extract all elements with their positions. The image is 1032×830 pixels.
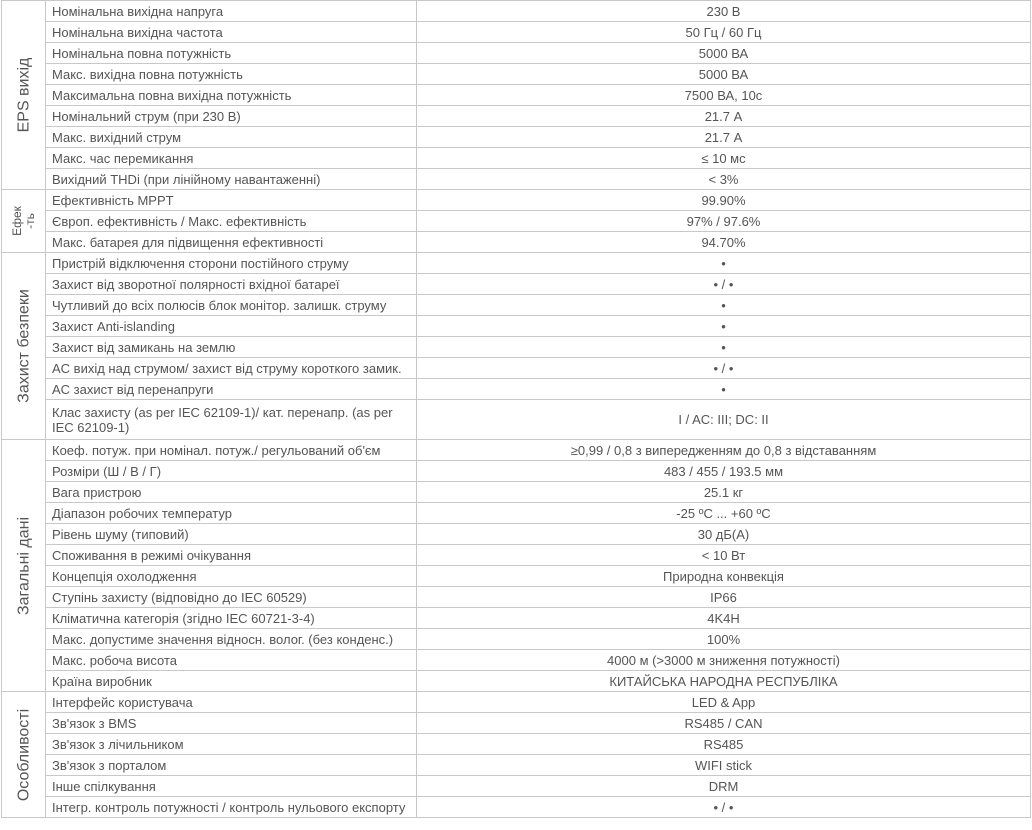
param-name: Інтерфейс користувача (46, 692, 417, 713)
param-value: 50 Гц / 60 Гц (417, 22, 1031, 43)
table-row (2, 190, 1031, 211)
param-name: Європ. ефективність / Макс. ефективність (46, 211, 417, 232)
param-name: Вага пристрою (46, 482, 417, 503)
param-value: • / • (417, 274, 1031, 295)
section-label: Ефек -ть (9, 206, 37, 236)
table-row (2, 671, 1031, 692)
param-value: КИТАЙСЬКА НАРОДНА РЕСПУБЛІКА (417, 671, 1031, 692)
table-row (2, 295, 1031, 316)
table-row (2, 148, 1031, 169)
param-name: Концепція охолодження (46, 566, 417, 587)
param-value: ≤ 10 мс (417, 148, 1031, 169)
param-value: 4000 м (>3000 м зниження потужності) (417, 650, 1031, 671)
table-row (2, 608, 1031, 629)
table-row (2, 755, 1031, 776)
table-row (2, 734, 1031, 755)
table-row (2, 85, 1031, 106)
table-row (2, 358, 1031, 379)
param-name: Макс. вихідна повна потужність (46, 64, 417, 85)
param-value: 94.70% (417, 232, 1031, 253)
section-label: Захист безпеки (15, 289, 32, 403)
spec-table (1, 0, 1031, 818)
param-value: ≥0,99 / 0,8 з випередженням до 0,8 з відставанням (417, 440, 1031, 461)
param-name: Макс. допустиме значення відносн. волог. (без конденс.) (46, 629, 417, 650)
table-row (2, 274, 1031, 295)
param-name: Захист від замикань на землю (46, 337, 417, 358)
section-safety (2, 253, 46, 440)
param-value: 21.7 А (417, 127, 1031, 148)
param-value: IP66 (417, 587, 1031, 608)
param-name: Кліматична категорія (згідно IEC 60721-3-4) (46, 608, 417, 629)
param-name: Макс. робоча висота (46, 650, 417, 671)
table-row (2, 482, 1031, 503)
param-value: 99.90% (417, 190, 1031, 211)
param-name: Захист від зворотної полярності вхідної батареї (46, 274, 417, 295)
param-value: • / • (417, 797, 1031, 818)
table-row (2, 400, 1031, 440)
param-value: 5000 ВА (417, 43, 1031, 64)
table-row (2, 650, 1031, 671)
table-row (2, 211, 1031, 232)
param-value: 21.7 А (417, 106, 1031, 127)
param-name: AC захист від перенапруги (46, 379, 417, 400)
table-row (2, 316, 1031, 337)
table-row (2, 713, 1031, 734)
table-row (2, 503, 1031, 524)
table-row (2, 629, 1031, 650)
param-value: • (417, 295, 1031, 316)
table-row (2, 461, 1031, 482)
param-value: 25.1 кг (417, 482, 1031, 503)
section-label: Загальні дані (15, 516, 32, 615)
table-row (2, 692, 1031, 713)
param-value: 483 / 455 / 193.5 мм (417, 461, 1031, 482)
table-row (2, 127, 1031, 148)
param-name: Номінальний струм (при 230 В) (46, 106, 417, 127)
param-value: 5000 ВА (417, 64, 1031, 85)
param-name: Ефективність MPPT (46, 190, 417, 211)
param-name: Максимальна повна вихідна потужність (46, 85, 417, 106)
table-row (2, 64, 1031, 85)
param-name: Макс. час перемикання (46, 148, 417, 169)
param-value: 4K4H (417, 608, 1031, 629)
param-value: RS485 (417, 734, 1031, 755)
param-name: Номінальна вихідна напруга (46, 1, 417, 22)
param-name: Інтегр. контроль потужності / контроль нульового експорту (46, 797, 417, 818)
table-row (2, 776, 1031, 797)
param-name: Інше спілкування (46, 776, 417, 797)
param-name: Вихідний THDi (при лінійному навантаженні) (46, 169, 417, 190)
param-name: Чутливий до всіх полюсів блок монітор. залишк. струму (46, 295, 417, 316)
param-value: 230 В (417, 1, 1031, 22)
param-name: Країна виробник (46, 671, 417, 692)
param-value: LED & App (417, 692, 1031, 713)
section-features (2, 692, 46, 818)
param-value: 30 дБ(А) (417, 524, 1031, 545)
param-name: Розміри (Ш / В / Г) (46, 461, 417, 482)
param-value: -25 ºC ... +60 ºC (417, 503, 1031, 524)
param-name: Макс. батарея для підвищення ефективності (46, 232, 417, 253)
param-name: AC вихід над струмом/ захист від струму короткого замик. (46, 358, 417, 379)
param-name: Клас захисту (as per IEC 62109-1)/ кат. перенапр. (as per IEC 62109-1) (46, 400, 417, 440)
param-value: • (417, 337, 1031, 358)
param-value: < 3% (417, 169, 1031, 190)
param-value: • (417, 379, 1031, 400)
param-name: Зв'язок з BMS (46, 713, 417, 734)
table-row (2, 524, 1031, 545)
param-name: Номінальна вихідна частота (46, 22, 417, 43)
param-value: • (417, 253, 1031, 274)
table-row (2, 545, 1031, 566)
param-name: Захист Anti-islanding (46, 316, 417, 337)
param-value: • (417, 316, 1031, 337)
spec-table-body (2, 1, 1031, 818)
param-value: 7500 ВА, 10с (417, 85, 1031, 106)
table-row (2, 22, 1031, 43)
table-row (2, 797, 1031, 818)
table-row (2, 232, 1031, 253)
table-row (2, 43, 1031, 64)
param-value: < 10 Вт (417, 545, 1031, 566)
param-name: Споживання в режимі очікування (46, 545, 417, 566)
param-value: Природна конвекція (417, 566, 1031, 587)
param-value: I / AC: III; DC: II (417, 400, 1031, 440)
param-name: Зв'язок з порталом (46, 755, 417, 776)
param-value: DRM (417, 776, 1031, 797)
param-value: WIFI stick (417, 755, 1031, 776)
param-value: RS485 / CAN (417, 713, 1031, 734)
table-row (2, 440, 1031, 461)
param-name: Коеф. потуж. при номінал. потуж./ регульований об'єм (46, 440, 417, 461)
table-row (2, 169, 1031, 190)
table-row (2, 379, 1031, 400)
table-row (2, 253, 1031, 274)
section-general-data (2, 440, 46, 692)
table-row (2, 587, 1031, 608)
param-name: Діапазон робочих температур (46, 503, 417, 524)
section-eps-output (2, 1, 46, 190)
param-name: Зв'язок з лічильником (46, 734, 417, 755)
param-name: Пристрій відключення сторони постійного струму (46, 253, 417, 274)
table-row (2, 1, 1031, 22)
param-name: Макс. вихідний струм (46, 127, 417, 148)
param-name: Ступінь захисту (відповідно до IEC 60529) (46, 587, 417, 608)
param-value: • / • (417, 358, 1031, 379)
section-label: Особливості (15, 708, 32, 801)
table-row (2, 337, 1031, 358)
param-name: Номінальна повна потужність (46, 43, 417, 64)
param-value: 97% / 97.6% (417, 211, 1031, 232)
param-value: 100% (417, 629, 1031, 650)
param-name: Рівень шуму (типовий) (46, 524, 417, 545)
section-efficiency (2, 190, 46, 253)
table-row (2, 106, 1031, 127)
section-label: EPS вихід (15, 57, 32, 133)
table-row (2, 566, 1031, 587)
